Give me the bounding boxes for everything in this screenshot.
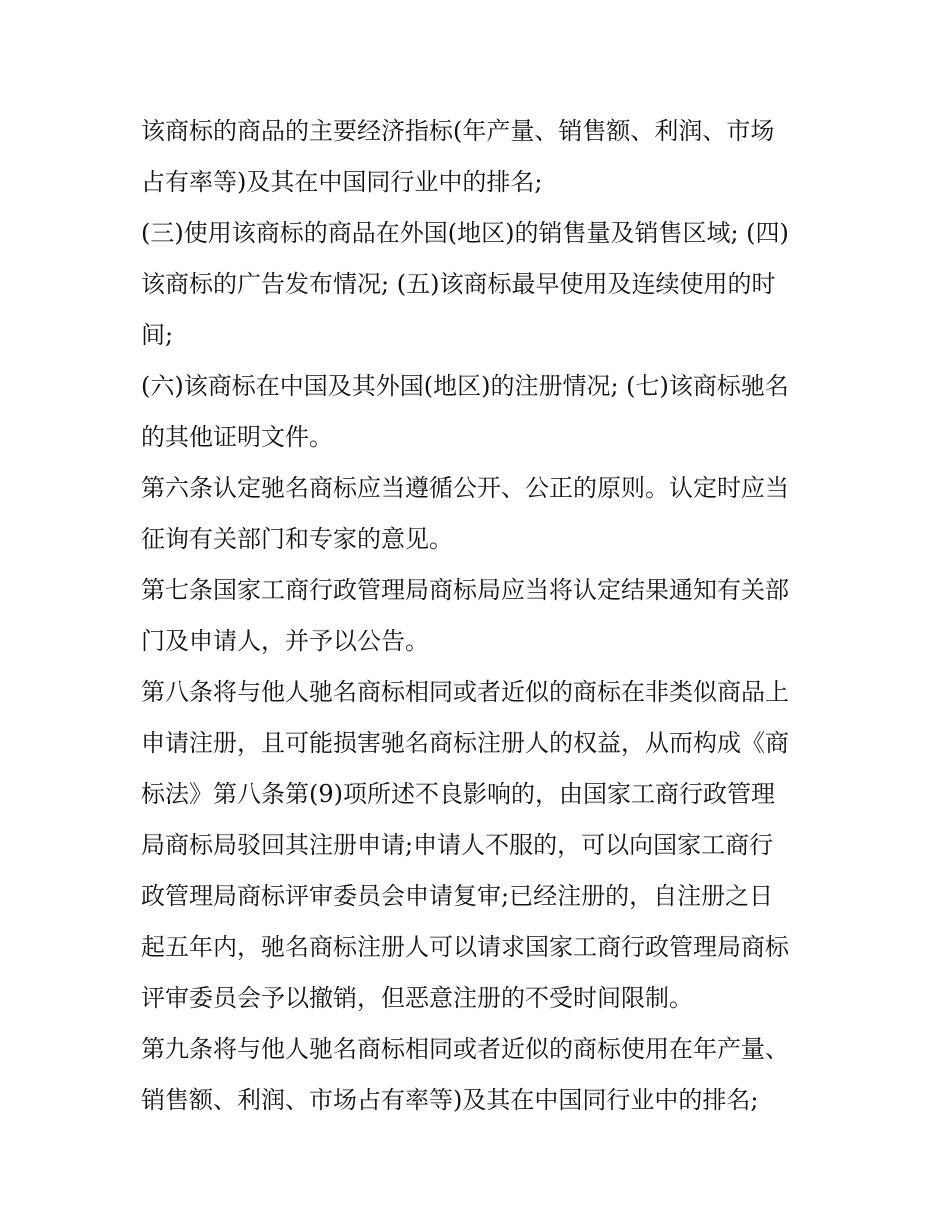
text-line: 申请注册，且可能损害驰名商标注册人的权益，从而构成《商 [141,729,789,757]
text-line: 局商标局驳回其注册申请;申请人不服的，可以向国家工商行 [141,831,774,859]
text-line: (三)使用该商标的商品在外国(地区)的销售量及销售区域; (四) [141,219,789,247]
text-line: (六)该商标在中国及其外国(地区)的注册情况; (七)该商标驰名 [141,372,789,400]
text-line: 的其他证明文件。 [141,423,333,451]
text-line: 第八条将与他人驰名商标相同或者近似的商标在非类似商品上 [141,678,789,706]
text-line: 该商标的广告发布情况; (五)该商标最早使用及连续使用的时 [141,270,776,298]
text-line: 政管理局商标评审委员会申请复审;已经注册的，自注册之日 [141,882,774,910]
text-line: 起五年内，驰名商标注册人可以请求国家工商行政管理局商标 [141,933,789,961]
text-line: 该商标的商品的主要经济指标(年产量、销售额、利润、市场 [141,117,775,145]
document-body [141,106,821,1126]
text-line: 间; [141,321,174,349]
text-line: 门及申请人，并予以公告。 [141,627,429,655]
text-line: 占有率等)及其在中国同行业中的排名; [141,168,543,196]
text-line: 征询有关部门和专家的意见。 [141,525,453,553]
text-line: 第九条将与他人驰名商标相同或者近似的商标使用在年产量、 [141,1035,789,1063]
text-line: 标法》第八条第(9)项所述不良影响的，由国家工商行政管理 [141,780,775,808]
text-line: 第七条国家工商行政管理局商标局应当将认定结果通知有关部 [141,576,789,604]
text-line: 第六条认定驰名商标应当遵循公开、公正的原则。认定时应当 [141,474,789,502]
text-line: 评审委员会予以撤销，但恶意注册的不受时间限制。 [141,984,693,1012]
text-line: 销售额、利润、市场占有率等)及其在中国同行业中的排名; [141,1086,759,1114]
